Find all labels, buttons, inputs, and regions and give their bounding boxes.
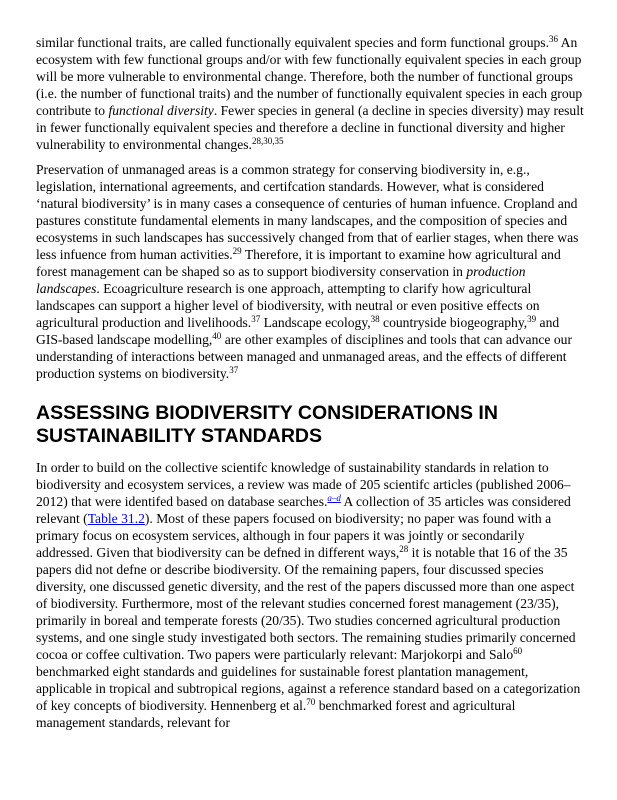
citation: 29 [232, 246, 242, 256]
document-page [36, 34, 584, 739]
citation: 39 [527, 314, 537, 324]
emphasis-term: functional diversity [108, 103, 214, 118]
footnote-link[interactable]: a–d [327, 493, 341, 503]
citation: 36 [549, 34, 558, 44]
section-heading: ASSESSING BIODIVERSITY CONSIDERATIONS IN SUSTAINABILITY STANDARDS [36, 402, 498, 447]
paragraph-review: In order to build on the collective scientifc knowledge of sustainability standards in relation to biodiversity and ecosystem services, a review was made of 205 scientifc articles (published 2006–2012) that were identifed based on database searches.$^{a-d}$ A collection of 35 articles was considered relevant (Table 31.2). Most of these papers focused on biodiversity; no paper was found with a primary focus on ecosystem services, although in four papers it was jointly or secondarily addressed. Given that biodiversity can be defned in different ways,$^{28}$ it is notable that 16 of the 35 papers did not defne or describe biodiversity. Of the remaining papers, four discussed species diversity, one discussed genetic diversity, and the rest of the papers discussed more than one aspect of biodiversity. Furthermore, most of the relevant studies concerned forest management (23/35), primarily in boreal and temperate forests (20/35). Two studies concerned agricultural production systems, and one single study investigated both sectors. The remaining studies primarily concerned cocoa or coffee cultivation. Two papers were particularly relevant: Marjokorpi and Salo$^{60}$ benchmarked eight standards and guidelines for sustainable forest plantation management, applicable in tropical and subtropical regions, against a reference standard based on a categorization of key concepts of biodiversity. Hennenberg et al.$^{70}$ benchmarked forest and agricultural management standards, relevant for [36, 460, 581, 730]
citation: 28 [399, 544, 409, 554]
emphasis-term: production landscapes [36, 264, 526, 296]
citation: 28,30,35 [251, 136, 284, 146]
table-link[interactable]: Table 31.2 [87, 511, 145, 526]
paragraph-unmanaged-areas: Preservation of unmanaged areas is a common strategy for conserving biodiversity in, e.g., legislation, international agreements, and certifcation standards. However, what is considered ‘natural biodiversity’ is in many cases a consequence of centuries of human infuence. Cropland and pastures constitute fundamental elements in many landscapes, and the composition of species and ecosystems in such landscapes has successively changed from that of earlier stages, when there was less infuence from human activities.$^{29}$ Therefore, it is important to examine how agricultural and forest management can be shaped so as to support biodiversity conservation in production landscapes. Ecoagriculture research is one approach, attempting to clarify how agricultural landscapes can support a higher level of biodiversity, with neutral or even positive effects on agricultural production and livelihoods.$^{37}$ Landscape ecology,$^{38}$ countryside biogeography,$^{39}$ and GIS-based landscape modelling,$^{40}$ are other examples of disciplines and tools that can advance our understanding of interactions between managed and unmanaged areas, and the effects of different production systems on biodiversity.$^{37}$ [36, 162, 579, 381]
citation: 37 [251, 314, 261, 324]
citation: 37 [229, 365, 239, 375]
citation: 38 [370, 314, 380, 324]
citation: 60 [513, 646, 523, 656]
paragraph-functional-diversity: similar functional traits, are called functionally equivalent species and form functional groups.$^{36}$ An ecosystem with few functional groups and/or with few functionally equivalent species in each group will be more vulnerable to environmental change. Therefore, both the number of functional groups (i.e. the number of functional traits) and the number of functionally equivalent species in each group contribute to functional diversity. Fewer species in general (a decline in species diversity) may result in fewer functionally equivalent species and therefore a decline in functional diversity and higher vulnerability to environmental changes.$^{28,30,35}$ [36, 34, 584, 152]
footnote-ref [327, 493, 341, 503]
citation: 70 [306, 697, 316, 707]
citation: 40 [212, 331, 222, 341]
